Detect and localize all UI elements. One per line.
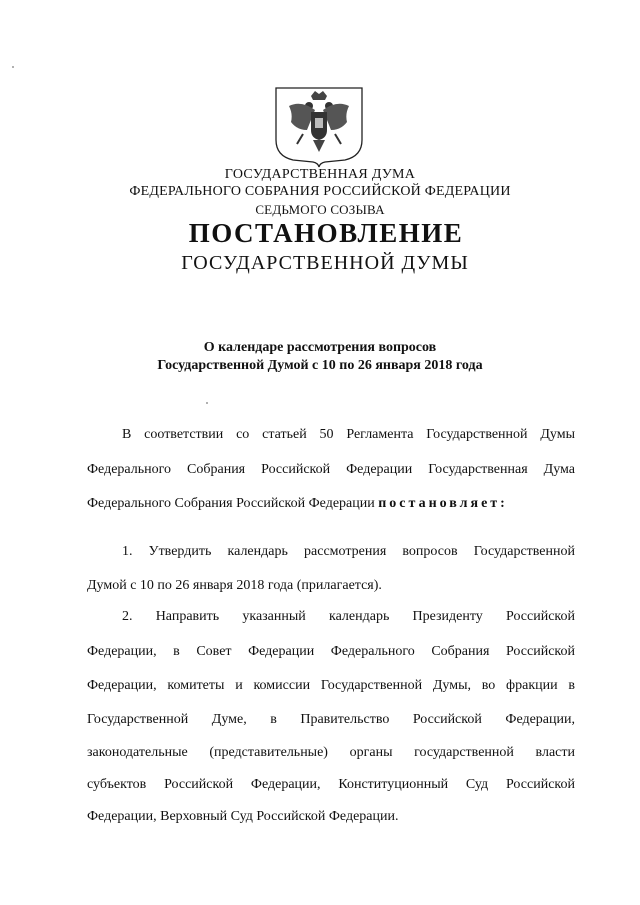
scan-speck: [12, 66, 14, 68]
preamble-line-2: Федерального Собрания Российской Федерации Государственная Дума: [87, 462, 575, 477]
scan-speck: [206, 402, 208, 404]
item-2-line-1: 2. Направить указанный календарь Президенту Российской: [122, 609, 575, 624]
item-2-line-7: Федерации, Верховный Суд Российской Федерации.: [87, 809, 399, 824]
item-2-line-2: Федерации, в Совет Федерации Федерального Собрания Российской: [87, 644, 575, 659]
title-line-1: О календаре рассмотрения вопросов: [203, 340, 437, 355]
item-2-line-4: Государственной Думе, в Правительство Российской Федерации,: [87, 712, 575, 727]
item-2-line-6: субъектов Российской Федерации, Конституционный Суд Российской: [87, 777, 575, 792]
document-type: ПОСТАНОВЛЕНИЕ: [188, 218, 464, 248]
item-1-line-2: Думой с 10 по 26 января 2018 года (прилагается).: [87, 578, 382, 593]
emblem: [273, 86, 365, 168]
preamble-line-1: В соответствии со статьей 50 Регламента Государственной Думы: [122, 427, 575, 442]
document-issuer: ГОСУДАРСТВЕННОЙ ДУМЫ: [181, 252, 469, 274]
header-line-3: СЕДЬМОГО СОЗЫВА: [255, 202, 385, 217]
preamble-line-3: [87, 496, 508, 512]
item-2-line-3: Федерации, комитеты и комиссии Государственной Думы, во фракции в: [87, 678, 575, 693]
title-line-2: Государственной Думой с 10 по 26 января 2018 года: [157, 358, 483, 373]
decree-word: постановляет:: [378, 496, 508, 511]
item-1-line-1: 1. Утвердить календарь рассмотрения вопросов Государственной: [122, 544, 575, 559]
preamble-line-3-text: Федерального Собрания Российской Федерации: [87, 496, 379, 511]
item-2-line-5: законодательные (представительные) органы государственной власти: [87, 745, 575, 760]
header-line-1: ГОСУДАРСТВЕННАЯ ДУМА: [224, 167, 416, 182]
double-headed-eagle-icon: [273, 86, 365, 168]
header-line-2: ФЕДЕРАЛЬНОГО СОБРАНИЯ РОССИЙСКОЙ ФЕДЕРАЦИИ: [129, 184, 511, 199]
